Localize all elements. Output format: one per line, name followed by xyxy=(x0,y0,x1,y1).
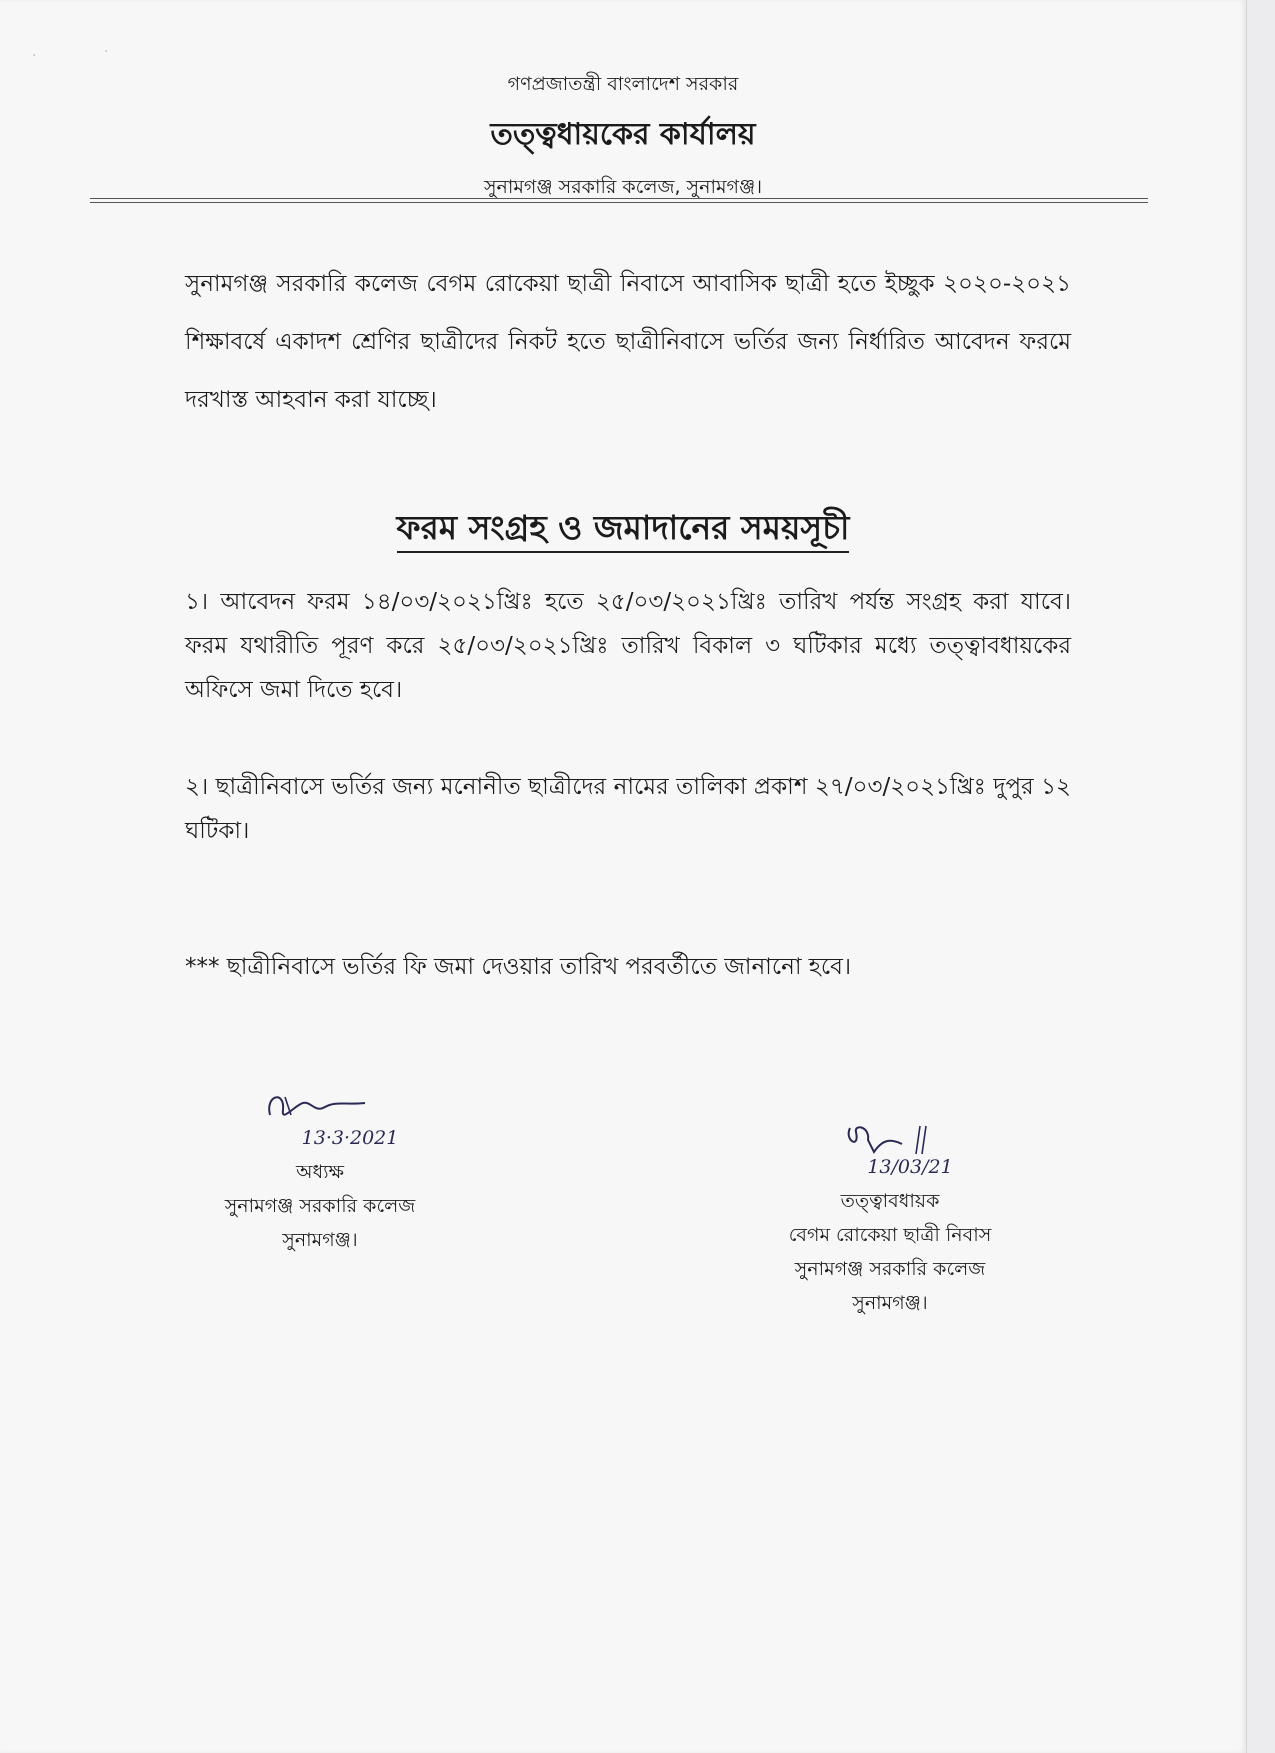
superintendent-college: সুনামগঞ্জ সরকারি কলেজ xyxy=(794,1258,986,1280)
paper-speck: · xyxy=(32,48,37,64)
section-title-text: ফরম সংগ্রহ ও জমাদানের সময়সূচী xyxy=(397,508,850,553)
principal-title: অধ্যক্ষ xyxy=(295,1161,344,1183)
paper-edge xyxy=(1246,0,1275,1753)
government-name: গণপ্রজাতন্ত্রী বাংলাদেশ সরকার xyxy=(507,73,739,95)
section-title xyxy=(0,502,1246,558)
intro-paragraph: সুনামগঞ্জ সরকারি কলেজ বেগম রোকেয়া ছাত্রী নিবাসে আবাসিক ছাত্রী হতে ইচ্ছুক ২০২০-২০২১ শিক্ষাবর্ষে একাদশ শ্রেণির ছাত্রীদের নিকট হতে ছাত্রীনিবাসে ভর্তির জন্য নির্ধারিত আবেদন ফরমে দরখাস্ত আহবান করা যাচ্ছে। xyxy=(185,271,1071,413)
hostel-name: বেগম রোকেয়া ছাত্রী নিবাস xyxy=(788,1224,992,1246)
paper-speck: · xyxy=(104,44,109,60)
letterhead xyxy=(0,70,1246,205)
superintendent-title: তত্ত্বাবধায়ক xyxy=(840,1190,940,1212)
header-divider xyxy=(90,198,1148,203)
principal-college: সুনামগঞ্জ সরকারি কলেজ xyxy=(224,1195,416,1217)
superintendent-location: সুনামগঞ্জ। xyxy=(852,1292,928,1314)
office-name: তত্ত্বধায়কের কার্যালয় xyxy=(490,117,756,152)
principal-signature-block xyxy=(200,1085,440,1257)
fee-note: *** ছাত্রীনিবাসে ভর্তির ফি জমা দেওয়ার তারিখ পরবর্তীতে জানানো হবে। xyxy=(185,954,852,980)
superintendent-signature-block xyxy=(760,1120,1020,1320)
superintendent-signature-date: 13/03/21 xyxy=(867,1156,953,1178)
principal-signature-date: 13·3·2021 xyxy=(301,1127,399,1149)
college-address: সুনামগঞ্জ সরকারি কলেজ, সুনামগঞ্জ। xyxy=(483,176,762,198)
principal-location: সুনামগঞ্জ। xyxy=(282,1229,358,1251)
schedule-item-1: ১। আবেদন ফরম ১৪/০৩/২০২১খ্রিঃ হতে ২৫/০৩/২০২১খ্রিঃ তারিখ পর্যন্ত সংগ্রহ করা যাবে। ফরম যথারীতি পূরণ করে ২৫/০৩/২০২১খ্রিঃ তারিখ বিকাল ৩ ঘটিকার মধ্যে তত্ত্বাবধায়কের অফিসে জমা দিতে হবে। xyxy=(185,589,1071,703)
schedule-item-2: ২। ছাত্রীনিবাসে ভর্তির জন্য মনোনীত ছাত্রীদের নামের তালিকা প্রকাশ ২৭/০৩/২০২১খ্রিঃ দুপুর ১২ ঘটিকা। xyxy=(185,774,1071,844)
